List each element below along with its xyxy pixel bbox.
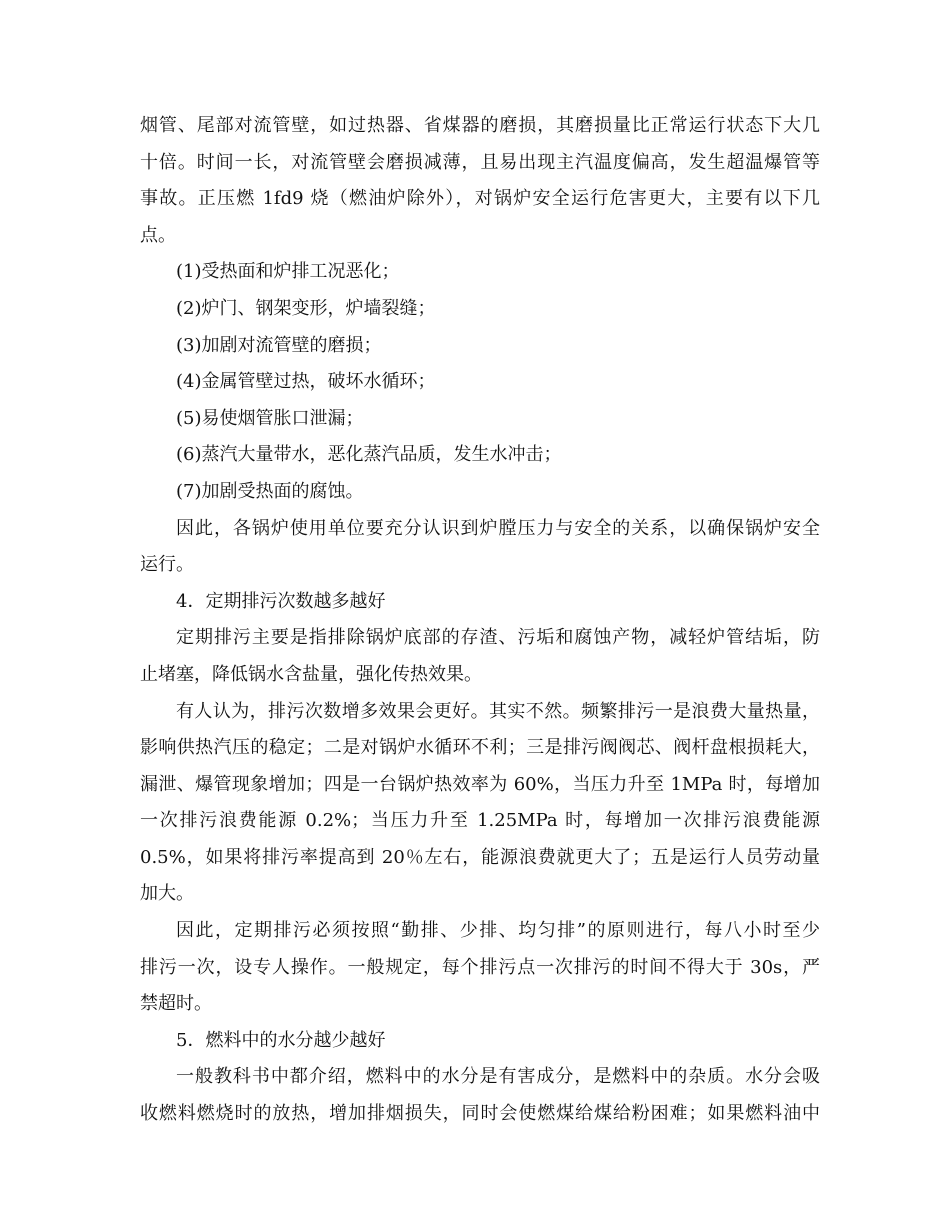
document-body [140,108,820,1133]
list-item: (6)蒸汽大量带水，恶化蒸汽品质，发生水冲击； [176,444,562,466]
text-line: 有人认为，排污次数增多效果会更好。其实不然。频繁排污一是浪费大量热量， [176,700,820,722]
text-line: 收燃料燃烧时的放热，增加排烟损失，同时会使燃煤给煤给粉困难；如果燃料油中 [140,1103,820,1125]
text-line: 烟管、尾部对流管壁，如过热器、省煤器的磨损，其磨损量比正常运行状态下大几 [140,115,820,136]
text-line: 因此，定期排污必须按照“勤排、少排、均匀排”的原则进行，每八小时至少 [176,920,820,942]
text-line: 止堵塞，降低锅水含盐量，强化传热效果。 [140,663,482,685]
text-line: 影响供热汽压的稳定；二是对锅炉水循环不利；三是排污阀阀芯、阀杆盘根损耗大， [140,737,820,759]
list-item: (3)加剧对流管壁的磨损； [176,334,382,356]
text-line: 十倍。时间一长，对流管壁会磨损减薄，且易出现主汽温度偏高，发生超温爆管等 [140,151,820,173]
text-line: 排污一次，设专人操作。一般规定，每个排污点一次排污的时间不得大于 30s，严 [140,956,820,978]
list-item: (4)金属管壁过热，破坏水循环； [176,371,436,393]
text-line: 0.5%，如果将排污率提高到 20％左右，能源浪费就更大了；五是运行人员劳动量 [140,846,820,868]
text-line: 点。 [140,224,176,246]
list-item: (1)受热面和炉排工况恶化； [176,261,400,283]
text-line: 事故。正压燃 1fd9 烧（燃油炉除外），对锅炉安全运行危害更大，主要有以下几 [140,188,820,210]
section-heading: 5．燃料中的水分越少越好 [176,1029,386,1051]
text-line: 加大。 [140,883,194,905]
text-line: 漏泄、爆管现象增加；四是一台锅炉热效率为 60%，当压力升至 1MPa 时，每增加 [140,773,820,795]
list-item: (7)加剧受热面的腐蚀。 [176,480,364,502]
text-line: 定期排污主要是指排除锅炉底部的存渣、污垢和腐蚀产物，减轻炉管结垢，防 [176,627,820,649]
text-line: 禁超时。 [140,993,212,1015]
text-line: 运行。 [140,554,194,576]
section-heading: 4．定期排污次数越多越好 [176,590,386,612]
text-line: 因此，各锅炉使用单位要充分认识到炉膛压力与安全的关系，以确保锅炉安全 [176,517,820,539]
list-item: (5)易使烟管胀口泄漏； [176,407,364,429]
list-item: (2)炉门、钢架变形，炉墙裂缝； [176,297,436,319]
text-line: 一般教科书中都介绍，燃料中的水分是有害成分，是燃料中的杂质。水分会吸 [176,1066,820,1088]
text-line: 一次排污浪费能源 0.2%；当压力升至 1.25MPa 时，每增加一次排污浪费能源 [140,810,820,832]
